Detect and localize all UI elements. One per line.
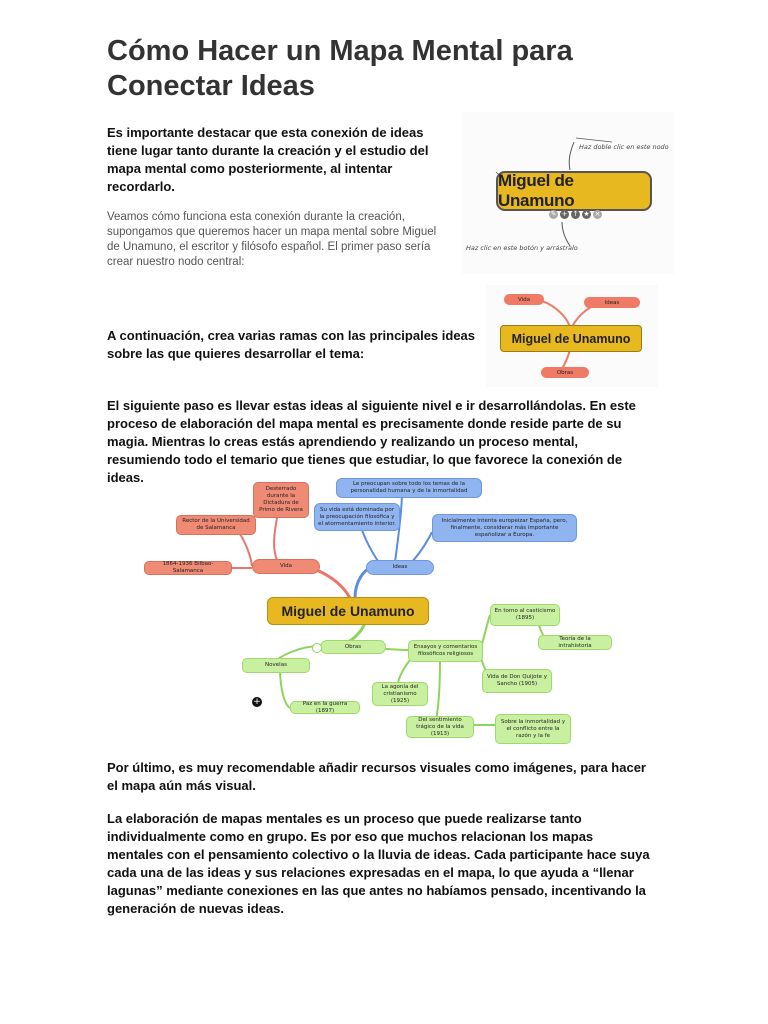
central-node-figure [462,112,674,274]
map-node-paz-en-la-guerra: Paz en la guerra (1897) [290,701,360,714]
map-node-rector: Rector de la Universidad de Salamanca [176,515,256,535]
paragraph-connection: Es importante destacar que esta conexión de ideas tiene lugar tanto durante la creación y el estudio del mapa mental como posteriormente, al intentar recordarlo. [107,125,429,194]
link-icon: ↑ [572,210,579,218]
star-icon: ★ [583,210,590,218]
paragraph-creation: Veamos cómo funciona esta conexión durante la creación, supongamos que queremos hacer un mapa mental sobre Miguel de Unamuno, el escritor y filósofo español. El primer paso sería crear nuestro nodo central: [107,211,437,268]
close-icon: × [594,210,601,218]
map-node-desterrado: Desterrado durante la Dictadura de Primo de Rivera [253,482,309,518]
collapse-handle[interactable] [312,643,322,653]
paragraph-group-work: La elaboración de mapas mentales es un proceso que puede realizarse tanto individualmente como en grupo. Es por eso que muchos relacionan los mapas mentales con el pensamiento colectivo o la lluvia de ideas. Cada participante hace suya cada una de las ideas y sus relaciones expresadas en el mapa, lo que ayuda a “llenar lagunas” mediante conexiones en las que antes no habíamos pensado, incentivando la generación de nuevas ideas. [107,811,650,916]
branch-ideas: Ideas [584,297,640,308]
note-double-click: Haz doble clic en este nodo [579,143,669,151]
central-node: Miguel de Unamuno [500,325,642,352]
map-node-vida-dominada: Su vida está dominada por la preocupación filosófica y el atormentamiento interior. [314,503,400,531]
map-node-europeizar: Inicialmente intenta europeizar España, pero, finalmente, considerar más importante españolizar a Europa. [432,514,577,542]
add-node-icon[interactable]: + [253,697,261,707]
map-node-novelas: Novelas [242,658,310,673]
map-node-casticismo: En torno al casticismo (1895) [490,604,560,626]
map-node-intrahistoria: Teoría de la intrahistoria [538,635,612,650]
branches-figure [486,285,658,387]
map-node-ensayos: Ensayos y comentarios filosóficos religiosos [408,640,483,662]
page-title: Cómo Hacer un Mapa Mental para Conectar Ideas [107,35,573,102]
map-node-dates: 1864-1936 Bilbao-Salamanca [144,561,232,575]
branch-obras: Obras [541,367,589,378]
map-node-ideas: Ideas [366,560,434,575]
paragraph-development: El siguiente paso es llevar estas ideas al siguiente nivel e ir desarrollándolas. En este proceso de elaboración del mapa mental es precisamente donde reside parte de su magia. Mientras lo creas estás aprendiendo y realizando un proceso mental, resumiendo todo el temario que tienes que estudiar, lo que favorece la conexión de ideas. [107,398,636,485]
map-central-node: Miguel de Unamuno [267,597,429,625]
map-node-vida: Vida [252,559,320,574]
paragraph-branches: A continuación, crea varias ramas con las principales ideas sobre las que quieres desarrollar el tema: [107,328,476,361]
map-node-preocupan: Le preocupan sobre todo los temas de la personalidad humana y de la inmortalidad [336,478,482,498]
map-node-sentimiento-tragico: Del sentimiento trágico de la vida (1913) [406,716,474,738]
add-icon: + [561,210,568,218]
pencil-icon: ✎ [550,210,557,218]
branch-vida: Vida [504,294,544,305]
central-node: Miguel de Unamuno [496,171,652,211]
note-drag-button: Haz clic en este botón y arrástralo [466,244,578,252]
map-node-obras: Obras [320,640,386,654]
full-mind-map [140,470,620,745]
paragraph-visual-resources: Por último, es muy recomendable añadir recursos visuales como imágenes, para hacer el mapa aún más visual. [107,760,646,793]
map-node-don-quijote: Vida de Don Quijote y Sancho (1905) [482,669,552,693]
map-node-agonia: La agonía del cristianismo (1925) [372,682,428,706]
map-node-inmortalidad: Sobre la inmortalidad y el conflicto entre la razón y la fe [495,714,571,744]
